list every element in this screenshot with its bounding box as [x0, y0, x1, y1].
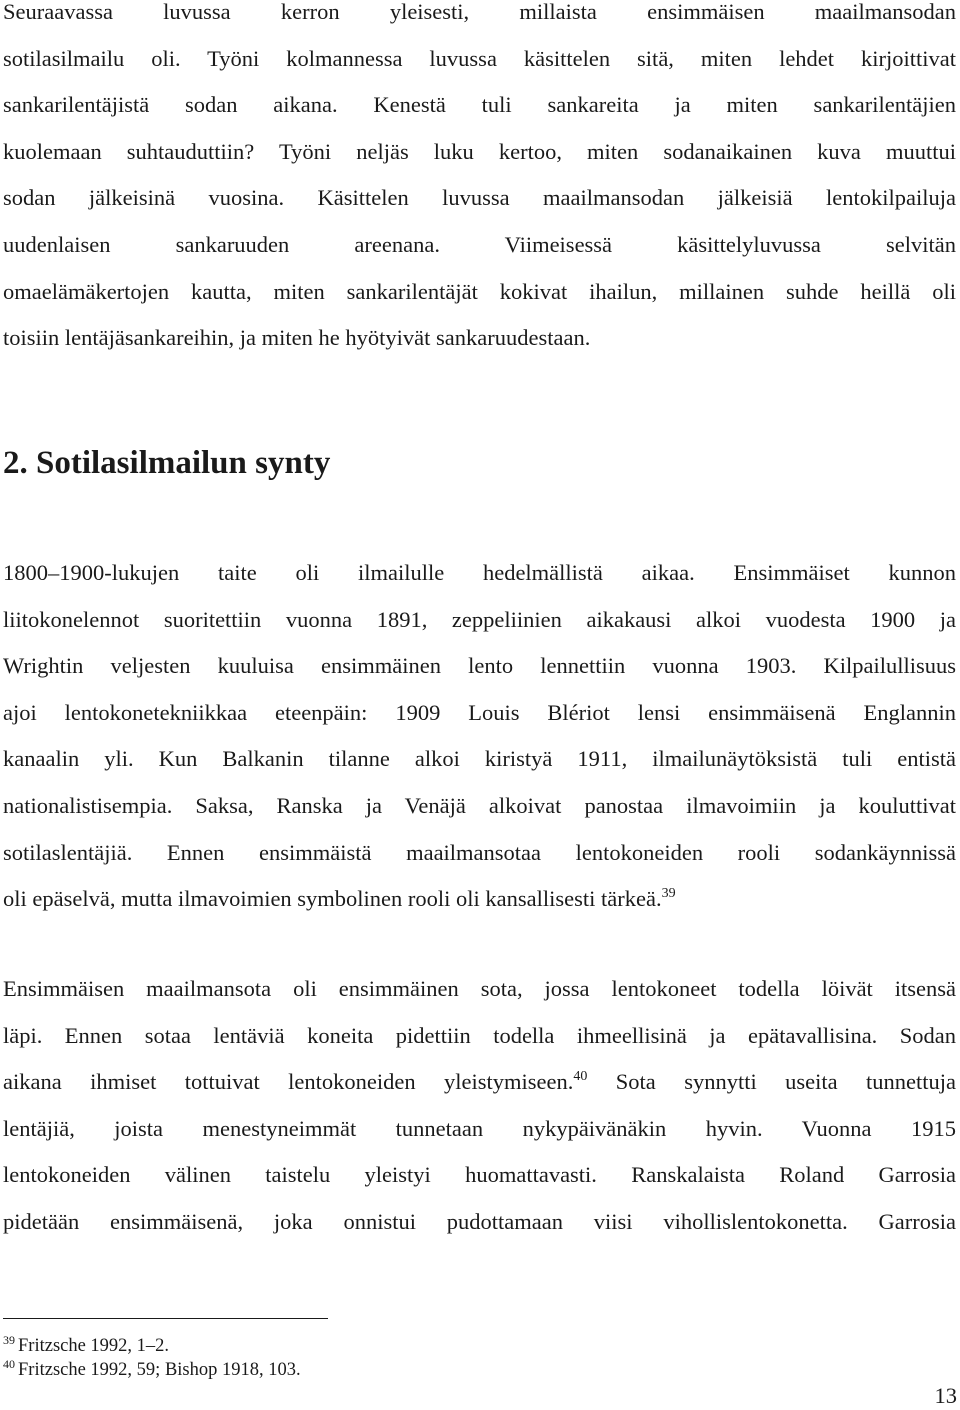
paragraph-line-continuation: Sota synnytti useita tunnettuja	[615, 1069, 956, 1095]
paragraph-line: uudenlaisen sankaruuden areenana. Viimeisessä käsittelyluvussa selvitän	[3, 231, 956, 257]
paragraph-line-last	[3, 876, 956, 923]
paragraph-line: sodan jälkeisinä vuosina. Käsittelen luvussa maailmansodan jälkeisiä lentokilpailuja	[3, 185, 956, 211]
paragraph-line: sankarilentäjistä sodan aikana. Kenestä tuli sankareita ja miten sankarilentäjien	[3, 92, 956, 118]
paragraph-line-text: aikana ihmiset tottuivat lentokoneiden yleistymiseen.	[3, 1069, 574, 1095]
paragraph-line: pidetään ensimmäisenä, joka onnistui pudottamaan viisi vihollislentokonetta. Garrosia	[3, 1208, 956, 1234]
paragraph-line: kanaalin yli. Kun Balkanin tilanne alkoi kiristyä 1911, ilmailunäytöksistä tuli entistä	[3, 746, 956, 772]
footnote-39	[3, 1334, 169, 1358]
paragraph-line: kuolemaan suhtauduttiin? Työni neljäs luku kertoo, miten sodanaikainen kuva muuttui	[3, 138, 956, 164]
footnote-divider	[3, 1318, 328, 1319]
paragraph-line: liitokonelennot suoritettiin vuonna 1891, zeppeliinien aikakausi alkoi vuodesta 1900 ja	[3, 606, 956, 632]
paragraph-line: sotilaslentäjiä. Ennen ensimmäistä maailmansotaa lentokoneiden rooli sodankäynnissä	[3, 839, 956, 865]
paragraph-line: nationalistisempia. Saksa, Ranska ja Venäjä alkoivat panostaa ilmavoimiin ja kouluttivat	[3, 792, 956, 818]
paragraph-line: Seuraavassa luvussa kerron yleisesti, millaista ensimmäisen maailmansodan	[3, 0, 956, 24]
paragraph-line: ajoi lentokonetekniikkaa eteenpäin: 1909 Louis Blériot lensi ensimmäisenä Englannin	[3, 699, 956, 725]
paragraph-line: omaelämäkertojen kautta, miten sankarilentäjät kokivat ihailun, millainen suhde heillä oli	[3, 278, 956, 304]
paragraph-aviation-origins	[3, 550, 956, 923]
footnote-ref-39[interactable]: 39	[661, 886, 676, 902]
paragraph-line: 1800–1900-lukujen taite oli ilmailulle hedelmällistä aikaa. Ensimmäiset kunnon	[3, 560, 956, 585]
paragraph-line: Ensimmäisen maailmansota oli ensimmäinen sota, jossa lentokoneet todella löivät itsensä	[3, 976, 956, 1001]
paragraph-line: Wrightin veljesten kuuluisa ensimmäinen lento lennettiin vuonna 1903. Kilpailullisuus	[3, 653, 956, 679]
paragraph-ww1-aviation	[3, 966, 956, 1246]
paragraph-line-with-ref	[3, 1059, 956, 1106]
paragraph-line: toisiin lentäjäsankareihin, ja miten he hyötyivät sankaruudestaan.	[3, 325, 591, 351]
paragraph-line: sotilasilmailu oli. Työni kolmannessa luvussa käsittelen sitä, miten lehdet kirjoittivat	[3, 45, 956, 71]
section-heading: 2. Sotilasilmailun synty	[3, 445, 331, 481]
paragraph-line: lentäjiä, joista menestyneimmät tunnetaan nykypäivänäkin hyvin. Vuonna 1915	[3, 1115, 956, 1141]
footnote-text: Fritzsche 1992, 59; Bishop 1918, 103.	[18, 1360, 301, 1380]
footnote-number: 39	[3, 1333, 15, 1347]
footnote-text: Fritzsche 1992, 1–2.	[18, 1336, 170, 1356]
paragraph-line-text: oli epäselvä, mutta ilmavoimien symbolinen rooli oli kansallisesti tärkeä.	[3, 886, 662, 912]
paragraph-line: läpi. Ennen sotaa lentäviä koneita pidettiin todella ihmeellisinä ja epätavallisina. Sodan	[3, 1022, 956, 1048]
footnote-ref-40[interactable]: 40	[573, 1069, 588, 1085]
footnote-40	[3, 1358, 301, 1382]
paragraph-line: lentokoneiden välinen taistelu yleistyi huomattavasti. Ranskalaista Roland Garrosia	[3, 1162, 956, 1188]
page-number: 13	[934, 1383, 957, 1408]
footnote-number: 40	[3, 1357, 15, 1371]
intro-paragraph	[3, 0, 956, 362]
